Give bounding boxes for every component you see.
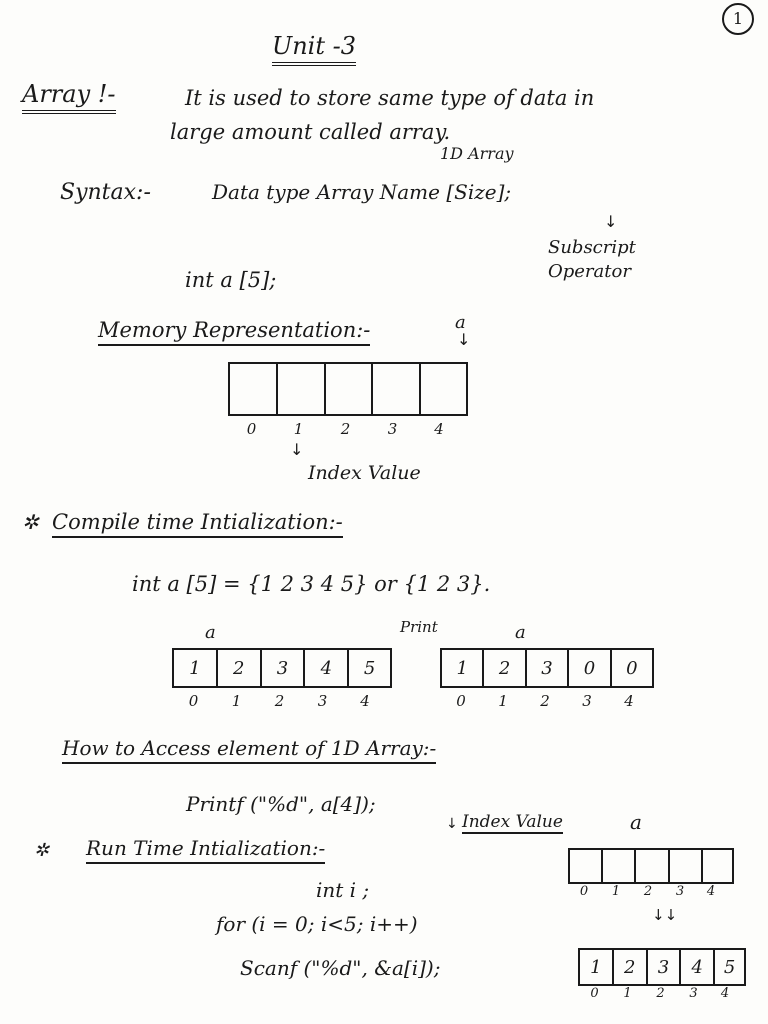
- array-cell: 2: [218, 650, 262, 686]
- array-cell: 1: [442, 650, 484, 686]
- index-label: 0: [456, 692, 466, 710]
- compile-left-index-row: [172, 692, 388, 710]
- array-cell: [230, 364, 278, 414]
- array-cell: 1: [580, 950, 614, 984]
- index-label: 4: [624, 692, 634, 710]
- array-cell: [603, 850, 636, 882]
- index-label: 2: [540, 692, 550, 710]
- array-cell: 3: [648, 950, 682, 984]
- array-cell: [373, 364, 421, 414]
- index-label: 1: [231, 692, 242, 710]
- memory-representation-title: Memory Representation:-: [98, 318, 370, 346]
- access-title: How to Access element of 1D Array:-: [62, 736, 436, 764]
- compile-time-title: Compile time Intialization:-: [52, 510, 343, 538]
- index-label: 4: [360, 692, 370, 710]
- index-label: 1: [623, 986, 632, 1001]
- array-cell: 4: [681, 950, 715, 984]
- right-array-label: a: [515, 622, 526, 643]
- array-cell: [703, 850, 732, 882]
- syntax-text: Data type Array Name [Size];: [212, 180, 512, 204]
- memory-a-label: a: [455, 312, 466, 333]
- memory-array: [228, 362, 468, 416]
- index-label: 2: [643, 884, 653, 899]
- index-label: 4: [706, 884, 716, 899]
- index-label: 4: [720, 986, 730, 1001]
- star-icon: ✲: [22, 510, 39, 534]
- down-arrow-icon: ↓: [446, 816, 458, 832]
- index-label: 3: [317, 692, 328, 710]
- runtime-empty-array: [568, 848, 734, 884]
- index-label: 0: [246, 420, 257, 438]
- access-code: Printf ("%d", a[4]);: [186, 792, 376, 816]
- array-cell: 5: [723, 956, 736, 978]
- array-cell: [570, 850, 603, 882]
- index-label: 2: [274, 692, 285, 710]
- index-label: 2: [656, 986, 665, 1001]
- left-array-label: a: [205, 622, 216, 643]
- index-label: 1: [611, 884, 621, 899]
- unit-title: Unit -3: [272, 32, 356, 66]
- subscript-operator-label: Subscript Operator: [548, 237, 636, 282]
- page-number: 1: [722, 3, 754, 35]
- down-arrow-icon: ↓: [457, 330, 471, 349]
- index-label: 3: [689, 986, 698, 1001]
- access-index-value-label: Index Value: [462, 812, 563, 832]
- array-heading: Array !-: [22, 80, 116, 114]
- array-cell: [278, 364, 326, 414]
- array-cell: 5: [363, 657, 376, 679]
- runtime-filled-index-row: [578, 986, 742, 1001]
- array-cell: [636, 850, 669, 882]
- down-arrow-icon: ↓: [290, 440, 304, 459]
- array-cell: 4: [305, 650, 349, 686]
- array-cell: 3: [527, 650, 569, 686]
- index-label: 0: [188, 692, 199, 710]
- runtime-empty-index-row: [568, 884, 730, 899]
- runtime-scan: Scanf ("%d", &a[i]);: [240, 956, 441, 980]
- index-label: 2: [340, 420, 351, 438]
- compile-left-array: [172, 648, 392, 688]
- syntax-example: int a [5];: [185, 268, 277, 292]
- runtime-title: Run Time Intialization:-: [86, 836, 325, 864]
- array-cell: 0: [626, 657, 638, 679]
- down-arrow-icon: ↓: [604, 212, 618, 231]
- down-arrow-icon: ↓↓: [652, 906, 678, 924]
- syntax-label: Syntax:-: [60, 180, 151, 205]
- runtime-loop: for (i = 0; i<5; i++): [216, 912, 418, 936]
- runtime-decl: int i ;: [316, 878, 370, 902]
- index-label: 3: [387, 420, 398, 438]
- array-def-line1: It is used to store same type of data in: [185, 86, 595, 110]
- index-label: 3: [582, 692, 592, 710]
- compile-right-array: [440, 648, 654, 688]
- array-cell: 2: [614, 950, 648, 984]
- index-label: 0: [590, 986, 599, 1001]
- index-label: 1: [293, 420, 304, 438]
- star-icon: ✲: [34, 840, 50, 861]
- array-cell: 3: [262, 650, 306, 686]
- index-label: 1: [498, 692, 508, 710]
- compile-time-code: int a [5] = {1 2 3 4 5} or {1 2 3}.: [132, 572, 491, 596]
- array-cell: 2: [484, 650, 526, 686]
- compile-right-index-row: [440, 692, 650, 710]
- index-label: 3: [675, 884, 685, 899]
- array-def-line2: large amount called array.: [170, 120, 451, 144]
- memory-index-value-label: Index Value: [308, 462, 421, 484]
- index-label: 4: [434, 420, 444, 438]
- print-label: Print: [400, 618, 438, 636]
- array-cell: [670, 850, 703, 882]
- memory-index-row: [228, 420, 464, 438]
- array-cell: 0: [569, 650, 611, 686]
- array-cell: 1: [174, 650, 218, 686]
- syntax-annotation: 1D Array: [440, 144, 514, 163]
- array-cell: [326, 364, 374, 414]
- index-label: 0: [579, 884, 589, 899]
- runtime-filled-array: [578, 948, 746, 986]
- runtime-a-label: a: [630, 810, 642, 834]
- array-cell: [421, 364, 466, 414]
